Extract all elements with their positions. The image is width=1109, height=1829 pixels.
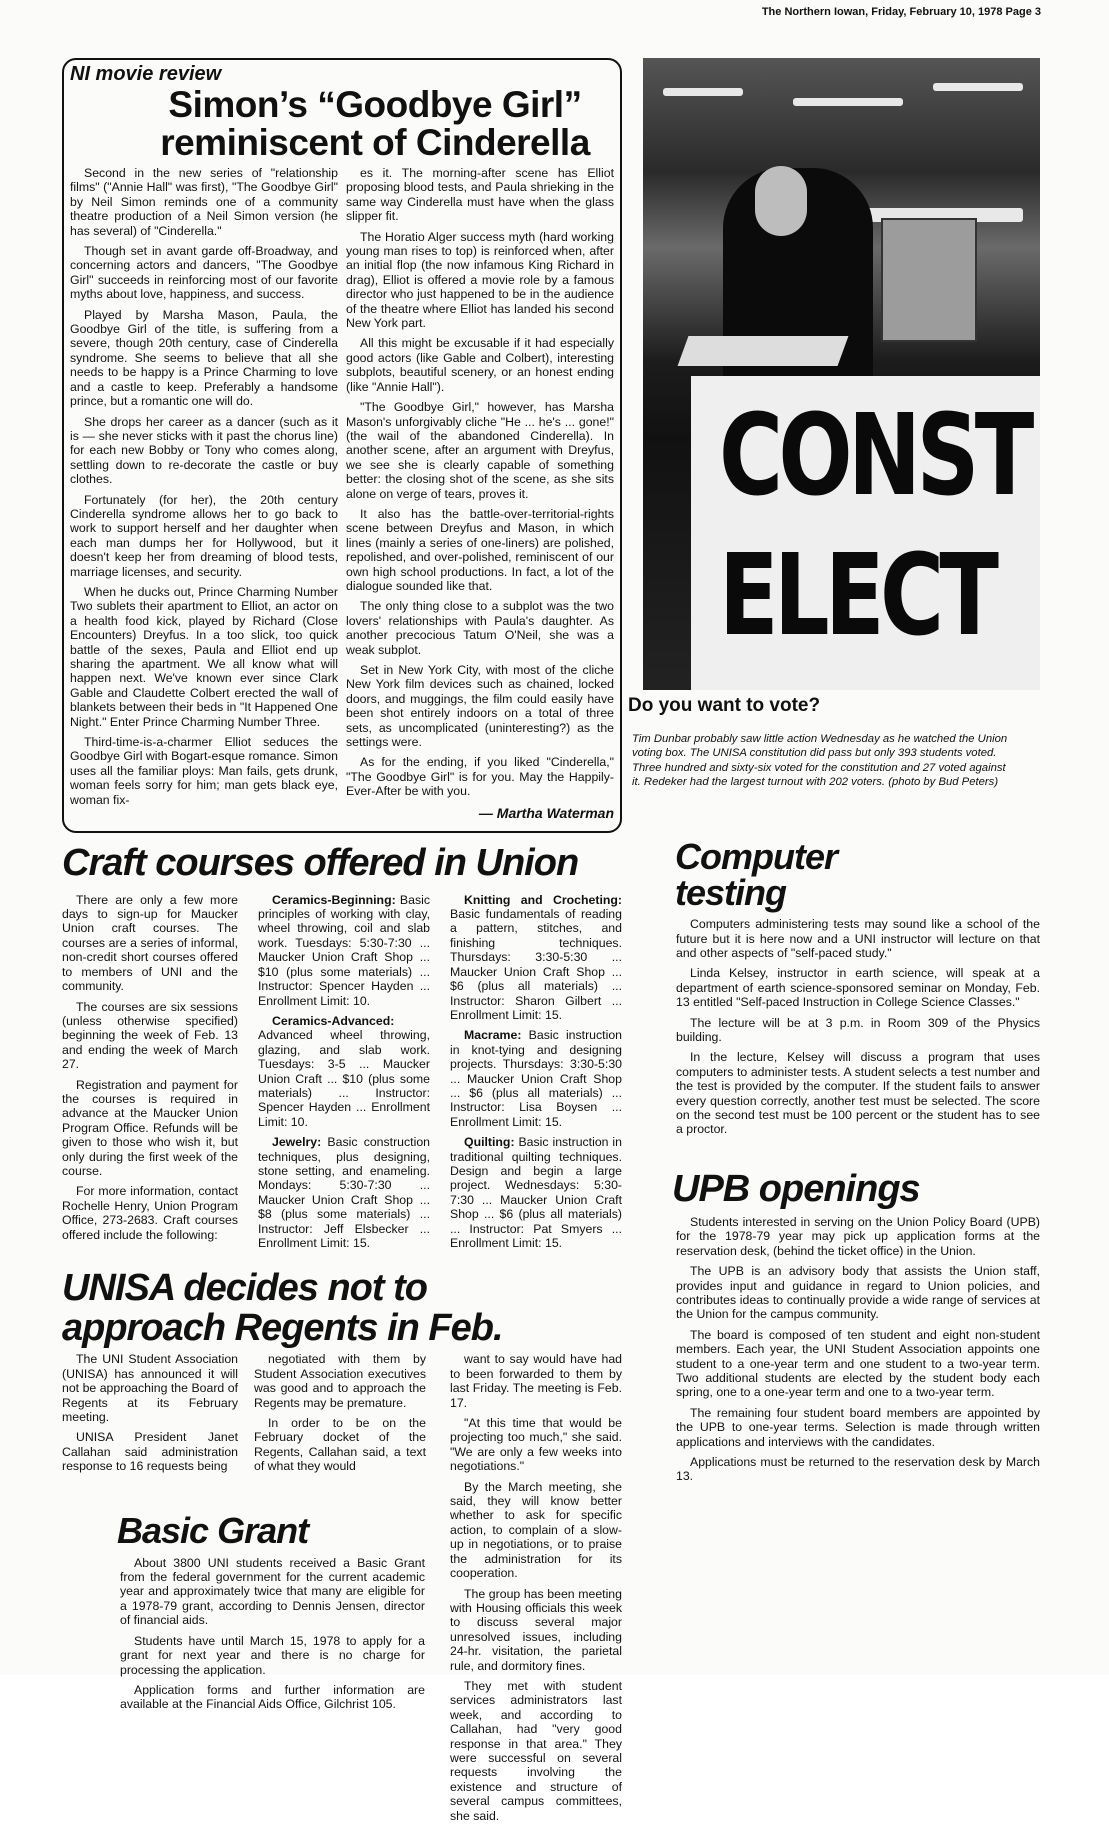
course-title: Knitting and Crocheting: [464,892,622,907]
course-details: Basic construction techniques, plus designing, stone setting, and enameling. Mondays: 5:30-7:30 ... Maucker Union Craft Shop ... $8 (plus some materials) ... Instructor: Jeff Elsbecker ... Enrollment Limit: 15. [258,1135,430,1250]
craft-column-2 [258,893,430,1257]
paragraph: The group has been meeting with Housing officials this week to discuss several major unresolved issues, including 24-hr. visitation, the parietal rule, and dormitory fines. [450,1586,622,1673]
paragraph: "The Goodbye Girl," however, has Marsha Mason's unforgivably cliche "He ... he's ... gone!" (the wail of the abandoned Cinderella). In another scene, after an argument with Dreyfus, we see she is clearly capable of something better: the closing shot of the scene, as she sits alone on verge of tears, proves it. [346,400,614,501]
paragraph: Set in New York City, with most of the cliche New York film devices such as chained, locked doors, and muggings, the film could easily have been shot entirely indoors on a total of three sets, as uncomplicated (uninteresting?) as the settings were. [346,663,614,750]
paragraph: The lecture will be at 3 p.m. in Room 309 of the Physics building. [676,1015,1040,1045]
election-sign [691,376,1040,690]
paragraph: The Horatio Alger success myth (hard working young man rises to top) is reinforced when, after an initial flop (the now infamous King Richard in drag), Elliot is offered a movie role by a famous director who just happened to be in the audience of the theatre where Elliot has landed his second New York part. [346,229,614,331]
paragraph: For more information, contact Rochelle Henry, Union Program Office, 273-2683. Craft courses offered include the following: [62,1184,238,1242]
paragraph: "At this time that would be projecting too much," she said. "We are only a few weeks into negotiations." [450,1416,622,1474]
craft-column-3 [450,893,622,1257]
paragraph: When he ducks out, Prince Charming Number Two sublets their apartment to Elliot, an actor on a health food kick, played by Richard (Close Encounters) Dreyfus. In a too slick, too quick battle of the sexes, Paula and Elliot end up sharing the apartment. We all know what will happen next. We've known ever since Clark Gable and Claudette Colbert erected the wall of blankets between their beds in "It Happened One Night." Enter Prince Charming Number Three. [70,584,338,729]
review-headline: Simon’s “Goodbye Girl” reminiscent of Cinderella [160,84,590,163]
sign-text-line-1: CONST [719,391,1030,521]
paragraph: All this might be excusable if it had especially good actors (like Gable and Colbert), interesting subplots, beautiful scenery, or an honest ending (like "Annie Hall"). [346,336,614,394]
paragraph: UNISA President Janet Callahan said administration response to 16 requests being [62,1430,238,1474]
course-details: Basic instruction in knot-tying and designing projects. Thursdays: 3:30-5:30 ... Maucker Union Craft Shop ... $6 (plus all materials) ... Instructor: Lisa Boysen ... Enrollment Limit: 15. [450,1028,622,1129]
course-details: Advanced wheel throwing, glazing, and slab work. Tuesdays: 3-5 ... Maucker Union Craft ... $10 (plus some materials) ... Instructor: Spencer Hayden ... Enrollment Limit: 10. [258,1028,430,1129]
paragraph: Students have until March 15, 1978 to apply for a grant for next year and there is no charge for processing the application. [120,1633,425,1677]
paragraph: Application forms and further information are available at the Financial Aids Office, Gilchrist 105. [120,1682,425,1712]
photo-caption-headline: Do you want to vote? [628,695,821,716]
paragraph: The courses are six sessions (unless otherwise specified) beginning the week of Feb. 13 and ending the week of March 27. [62,999,238,1072]
open-book [678,336,849,366]
photo-caption: Tim Dunbar probably saw little action Wednesday as he watched the Union voting box. The UNISA constitution did pass but only 393 students voted. Three hundred and sixty-six voted for the constitution and 27 voted against it. Redeker had the largest turnout with 202 voters. (photo by Bud Peters) [632,733,1008,788]
course-details: Basic instruction in traditional quilting techniques. Design and begin a large project. Wednesdays: 5:30-7:30 ... Maucker Union Craft Shop ... $6 (plus all materials) ... Instructor: Pat Smyers ... Enrollment Limit: 15. [450,1135,622,1250]
review-byline: — Martha Waterman [478,804,614,821]
paragraph: es it. The morning-after scene has Elliot proposing blood tests, and Paula shrieking in the same way Cinderella must have when the glass slipper fit. [346,166,614,224]
paragraph: Played by Marsha Mason, Paula, the Goodbye Girl of the title, is suffering from a severe, though 20th century, case of Cinderella syndrome. She seems to believe that all she needs to be happy is a Prince Charming to love and a castle to keep. Preferably a handsome prince, but a romantic one will do. [70,307,338,409]
paragraph: Computers administering tests may sound like a school of the future but it is here now and a UNI instructor will lecture on that and other aspects of "self-paced study." [676,917,1040,960]
paragraph: Applications must be returned to the reservation desk by March 13. [676,1454,1040,1484]
craft-columns [62,893,622,1257]
paragraph: Third-time-is-a-charmer Elliot seduces the Goodbye Girl with Bogart-esque romance. Simon uses all the familiar ploys: Man fails, gets drunk, woman feels sorry for him; man gets black eye, woman fix- [70,735,338,807]
paragraph: negotiated with them by Student Association executives was good and to approach the Regents may be premature. [254,1352,426,1410]
ballot-box [881,218,977,342]
review-column-1 [70,166,338,821]
review-column-2 [346,166,614,821]
paragraph: They met with student services administrators last week, and according to Callahan, had "very good response in that area." They were successful on several requests involving the existence and structure of several campus committees, she said. [450,1678,622,1823]
course-listing [450,1135,622,1250]
paragraph: want to say would have had to been forwarded to them by last Friday. The meeting is Feb. 17. [450,1352,622,1410]
course-listing [258,893,430,1008]
course-details: Basic principles of working with clay, wheel throwing, coil and slab work. Tuesdays: 5:30-7:30 ... Maucker Union Craft Shop ... $10 (plus some materials) ... Instructor: Spencer Hayden ... Enrollment Limit: 10. [258,892,430,1008]
course-listing [258,1014,430,1129]
paragraph: About 3800 UNI students received a Basic Grant from the federal government for the current academic year and approximately twice that many are eligible for a 1978-79 grant, according to Dennis Jensen, director of financial aids. [120,1555,425,1628]
right-column-region [628,58,1040,1490]
paragraph: She drops her career as a dancer (such as it is — she never sticks with it past the chorus line) for each new Bobby or Tony who comes along, settling down to re-decorate the castle or buy clothes. [70,414,338,487]
unisa-column-2 [254,1352,426,1479]
sign-text-line-2: ELECT [719,531,995,661]
masthead: The Northern Iowan, Friday, February 10, 1978 Page 3 [761,6,1041,18]
craft-column-1 [62,893,238,1257]
review-kicker: NI movie review [70,63,222,85]
craft-headline: Craft courses offered in Union [62,841,579,884]
paragraph: There are only a few more days to sign-up for Maucker Union craft courses. The courses are a series of informal, non-credit short courses offered to members of UNI and the community. [62,892,238,994]
paragraph: In the lecture, Kelsey will discuss a program that uses computers to administer tests. A student selects a test number and the test is provided by the computer. If the student fails to answer every question correctly, another test must be selected. The score on the second test must be 100 percent or the student has to see a proctor. [676,1050,1040,1137]
upb-body [676,1215,1040,1484]
paragraph: Second in the new series of "relationship films" ("Annie Hall" was first), "The Goodbye Girl" by Neil Simon reminds one of a community theatre production of a Neil Simon version (he has several) of "Cinderella." [70,166,338,238]
paragraph: Linda Kelsey, instructor in earth science, will speak at a department of earth science-sponsored seminar on Monday, Feb. 13 entitled "Self-paced Instruction in College Science Classes." [676,966,1040,1010]
upb-headline: UPB openings [672,1167,920,1210]
unisa-column-3 [450,1352,622,1829]
course-title: Quilting: [464,1135,515,1150]
course-listing [258,1135,430,1250]
paragraph: Though set in avant garde off-Broadway, and concerning actors and dancers, "The Goodbye Girl" succeeds in reinforcing most of our favorite myths about love, happiness, and success. [70,244,338,302]
paragraph: The board is composed of ten student and eight non-student members. Each year, the UNI Student Association appoints one student to a one-year term and one student to a two-year term. Two additional students are elected by the student body each spring, one to a one-year term and one to a two-year term. [676,1327,1040,1400]
review-column-2-text [346,166,614,799]
paragraph: Fortunately (for her), the 20th century Cinderella syndrome allows her to go back to work to support herself and her daughter when each man dumps her for Hollywood, but it doesn't keep her from dreaming of blood tests, marriage licenses, and security. [70,492,338,579]
course-listing [450,1028,622,1129]
course-title: Ceramics-Beginning: [272,892,396,907]
paragraph: The remaining four student board members are appointed by the UPB to one-year terms. Selection is made through written applications and interviews with the candidates. [676,1405,1040,1449]
computer-body [676,917,1040,1137]
unisa-headline-line-1: UNISA decides not to [62,1267,427,1310]
unisa-headline [62,1268,622,1348]
unisa-headline-line-2: approach Regents in Feb. [62,1307,503,1350]
computer-headline-line-2: testing [675,872,787,914]
paragraph: The only thing close to a subplot was the two lovers' relationships with Paula's daughter. As another precocious Tatum O'Neil, she was a weak subplot. [346,599,614,657]
paragraph: In order to be on the February docket of the Regents, Callahan said, a text of what they would [254,1416,426,1474]
grant-body [120,1556,425,1712]
course-title: Ceramics-Advanced: [272,1013,395,1028]
computer-headline-line-1: Computer [675,836,837,878]
paragraph: Registration and payment for the courses is required in advance at the Maucker Union Program Office. Refunds will be given to those who wish it, but only during the first week of the course. [62,1077,238,1178]
grant-headline: Basic Grant [117,1509,309,1551]
course-title: Macrame: [464,1028,522,1043]
review-columns [70,166,614,821]
unisa-column-1 [62,1352,238,1479]
voting-photo [643,58,1040,690]
unisa-columns-1-2 [62,1352,426,1479]
computer-headline [675,836,1040,914]
paragraph: It also has the battle-over-territorial-rights scene between Dreyfus and Mason, in which lines (mainly a series of one-liners) are polished, repolished, and over-polished, reminiscent of our own high school productions. In fact, a lot of the dialogue sounded like that. [346,506,614,593]
person-face [755,166,807,236]
movie-review-box [62,58,622,833]
unisa-columns [62,1352,622,1829]
course-listing [450,893,622,1023]
paragraph: The UNI Student Association (UNISA) has announced it will not be approaching the Board of Regents at its February meeting. [62,1352,238,1425]
unisa-left-block [62,1352,426,1829]
course-details: Basic fundamentals of reading a pattern, stitches, and finishing techniques. Thursdays: 3:30-5:30 ... Maucker Union Craft Shop ... $6 (plus all materials) ... Instructor: Sharon Gilbert ... Enrollment Limit: 15. [450,907,622,1022]
paragraph: As for the ending, if you liked "Cinderella," "The Goodbye Girl" is for you. May the Happily-Ever-After be with you. [346,755,614,799]
left-column-region [62,58,622,1829]
paragraph: By the March meeting, she said, they will know better whether to ask for specific action, to complain of a slow-up in negotiations, or to praise the administration for its cooperation. [450,1479,622,1581]
paragraph: Students interested in serving on the Union Policy Board (UPB) for the 1978-79 year may pick up application forms at the reservation desk, (behind the ticket office) in the Union. [676,1214,1040,1258]
course-title: Jewelry: [272,1135,322,1150]
paragraph: The UPB is an advisory body that assists the Union staff, provides input and guidance in regard to Union policies, and contributes ideas to continually provide a wide range of services at the Union for the campus community. [676,1264,1040,1322]
